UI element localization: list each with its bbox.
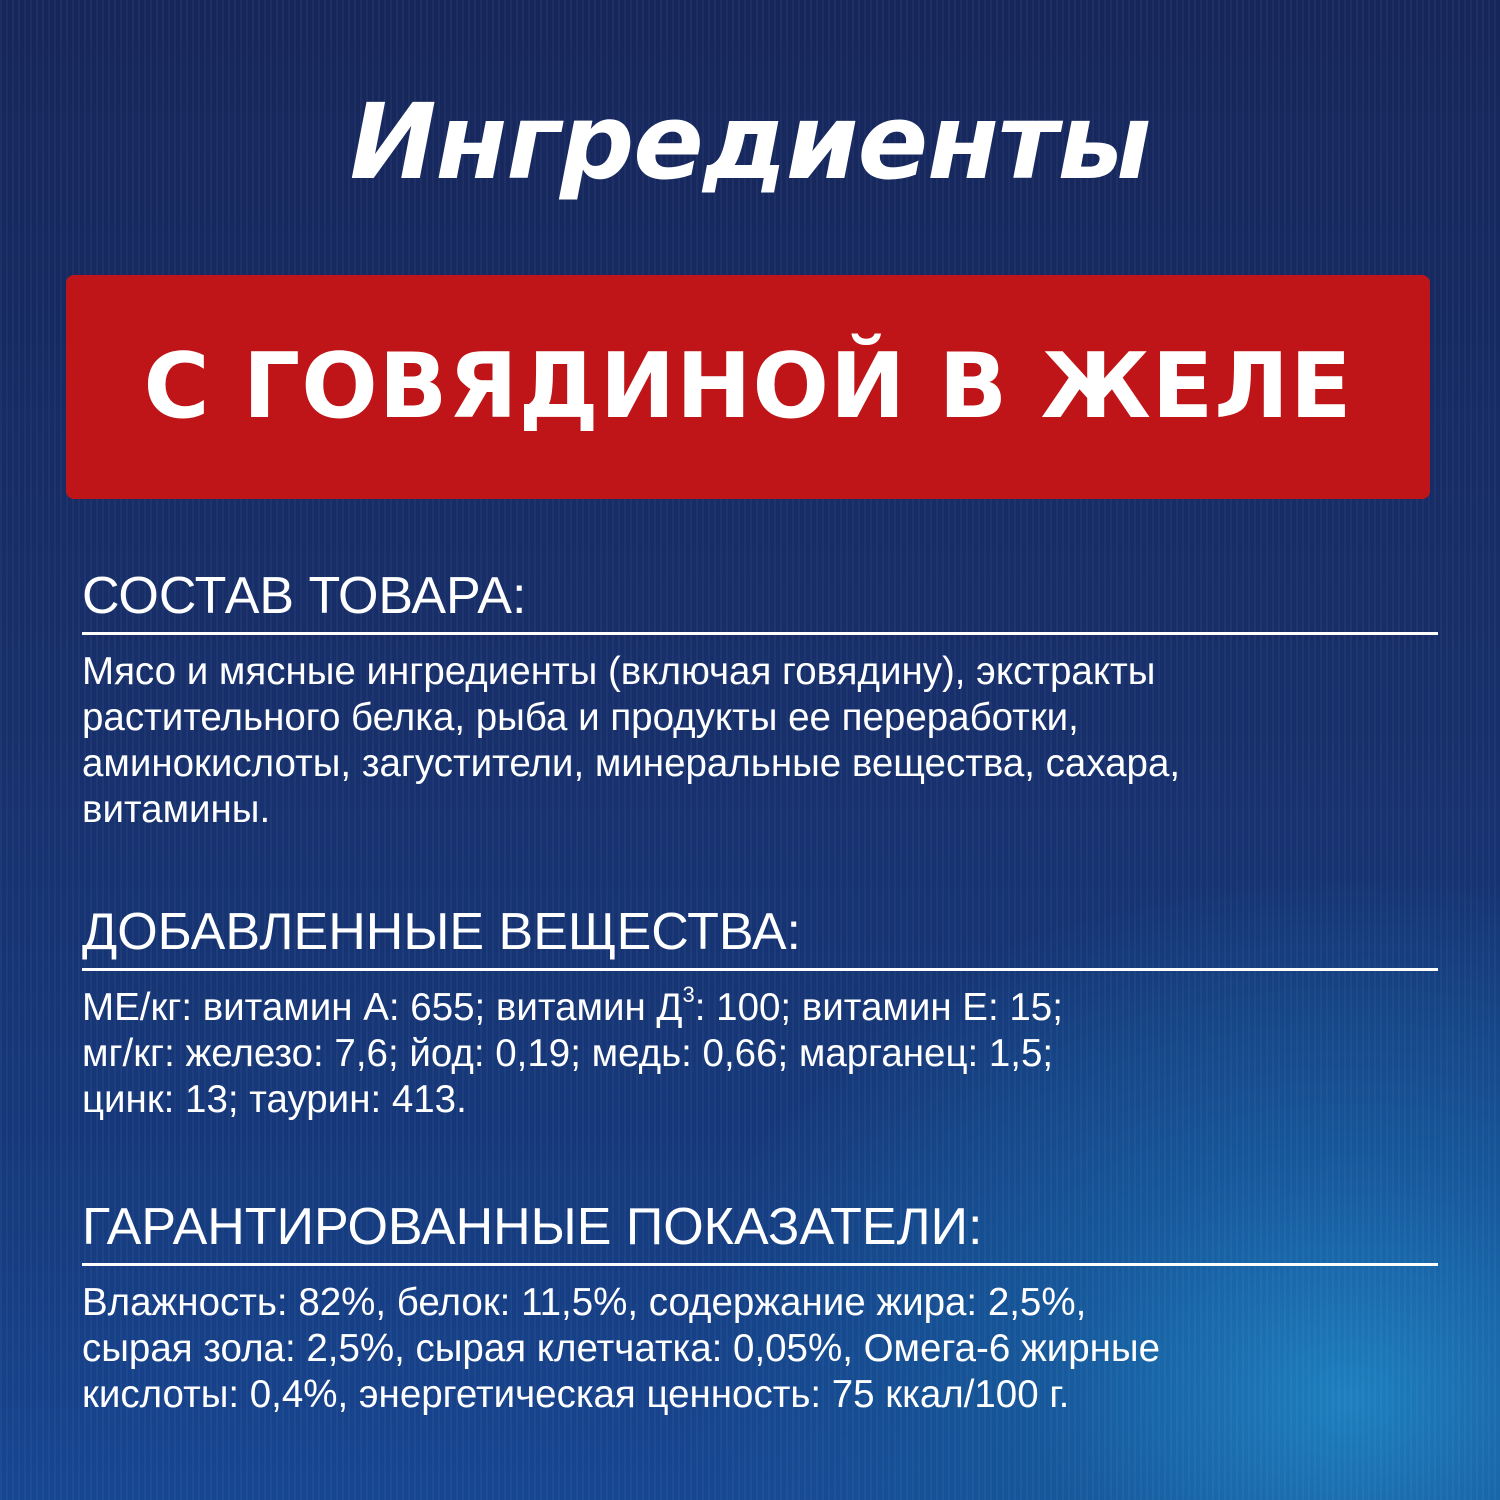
additives-divider bbox=[82, 968, 1438, 971]
page-title: Ингредиенты bbox=[349, 81, 1151, 203]
variant-banner bbox=[66, 275, 1430, 499]
composition-heading: СОСТАВ ТОВАРА: bbox=[82, 567, 527, 625]
guaranteed-analysis-line: кислоты: 0,4%, энергетическая ценность: 75 ккал/100 г. bbox=[82, 1373, 1070, 1416]
composition-section bbox=[82, 566, 1438, 833]
guaranteed-analysis-line: сырая зола: 2,5%, сырая клетчатка: 0,05%, Омега-6 жирные bbox=[82, 1327, 1160, 1370]
additives-line bbox=[82, 982, 1438, 1031]
composition-line: аминокислоты, загустители, минеральные вещества, сахара, bbox=[82, 742, 1181, 785]
additives-section bbox=[82, 902, 1438, 1123]
additives-text bbox=[82, 982, 1438, 1123]
guaranteed-analysis-section bbox=[82, 1197, 1438, 1418]
guaranteed-analysis-line: Влажность: 82%, белок: 11,5%, содержание жира: 2,5%, bbox=[82, 1281, 1087, 1324]
guaranteed-analysis-divider bbox=[82, 1263, 1438, 1266]
composition-text bbox=[82, 649, 1438, 833]
variant-banner-text: С ГОВЯДИНОЙ В ЖЕЛЕ bbox=[143, 334, 1353, 439]
additives-heading: ДОБАВЛЕННЫЕ ВЕЩЕСТВА: bbox=[82, 903, 801, 961]
guaranteed-analysis-text bbox=[82, 1280, 1438, 1418]
composition-line: растительного белка, рыба и продукты ее переработки, bbox=[82, 696, 1079, 739]
vitamin-d-superscript: 3 bbox=[682, 982, 695, 1007]
additives-line: мг/кг: железо: 7,6; йод: 0,19; медь: 0,66; марганец: 1,5; bbox=[82, 1032, 1054, 1075]
additives-line: цинк: 13; таурин: 413. bbox=[82, 1078, 467, 1121]
composition-line: Мясо и мясные ингредиенты (включая говядину), экстракты bbox=[82, 650, 1156, 693]
composition-divider bbox=[82, 632, 1438, 635]
composition-line: витамины. bbox=[82, 788, 271, 831]
guaranteed-analysis-heading: ГАРАНТИРОВАННЫЕ ПОКАЗАТЕЛИ: bbox=[82, 1198, 983, 1256]
additives-line-part: : 100; витамин Е: 15; bbox=[694, 986, 1063, 1029]
additives-line-part: МЕ/кг: витамин А: 655; витамин Д bbox=[82, 986, 683, 1029]
